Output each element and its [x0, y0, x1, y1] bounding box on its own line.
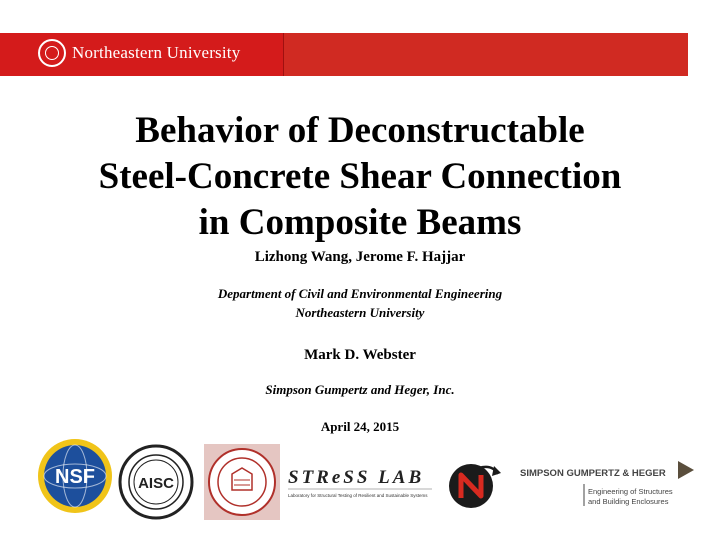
- sgh-tagline-2: and Building Enclosures: [588, 497, 669, 506]
- title-line-1: Behavior of Deconstructable: [135, 110, 585, 151]
- presentation-date: April 24, 2015: [320, 419, 400, 434]
- banner-divider: [283, 33, 284, 76]
- firm-name: Simpson Gumpertz and Heger, Inc.: [265, 382, 455, 397]
- header-banner-right: [283, 33, 688, 76]
- stress-lab-subtitle: Laboratory for Structural Testing of Resilient and Sustainable Systems: [288, 493, 428, 498]
- title-line-3: in Composite Beams: [198, 202, 522, 243]
- aisc-logo-icon: [118, 444, 194, 520]
- title-line-2: Steel-Concrete Shear Connection: [98, 156, 622, 197]
- authors: Lizhong Wang, Jerome F. Hajjar: [254, 249, 466, 265]
- sgh-logo: [518, 458, 702, 508]
- sgh-tagline-1: Engineering of Structures: [588, 487, 673, 496]
- nu-circle-logo-icon: [446, 458, 502, 510]
- sgh-company-name: SIMPSON GUMPERTZ & HEGER: [520, 468, 666, 479]
- presentation-title: [40, 108, 680, 246]
- department: Department of Civil and Environmental Engineering: [217, 286, 503, 301]
- university-seal-icon: [38, 39, 66, 67]
- nsf-logo-icon: [36, 437, 114, 515]
- stress-lab-logo: [286, 462, 436, 502]
- university-affiliation: Northeastern University: [295, 305, 425, 320]
- second-author: Mark D. Webster: [304, 347, 416, 363]
- nsf-logo-text: NSF: [55, 466, 95, 488]
- northeastern-seal-icon: [204, 444, 280, 520]
- affiliation: [40, 284, 680, 322]
- university-name: Northeastern University: [72, 43, 241, 62]
- aisc-logo-text: AISC: [138, 475, 174, 492]
- stress-lab-title: STReSS LAB: [288, 467, 425, 488]
